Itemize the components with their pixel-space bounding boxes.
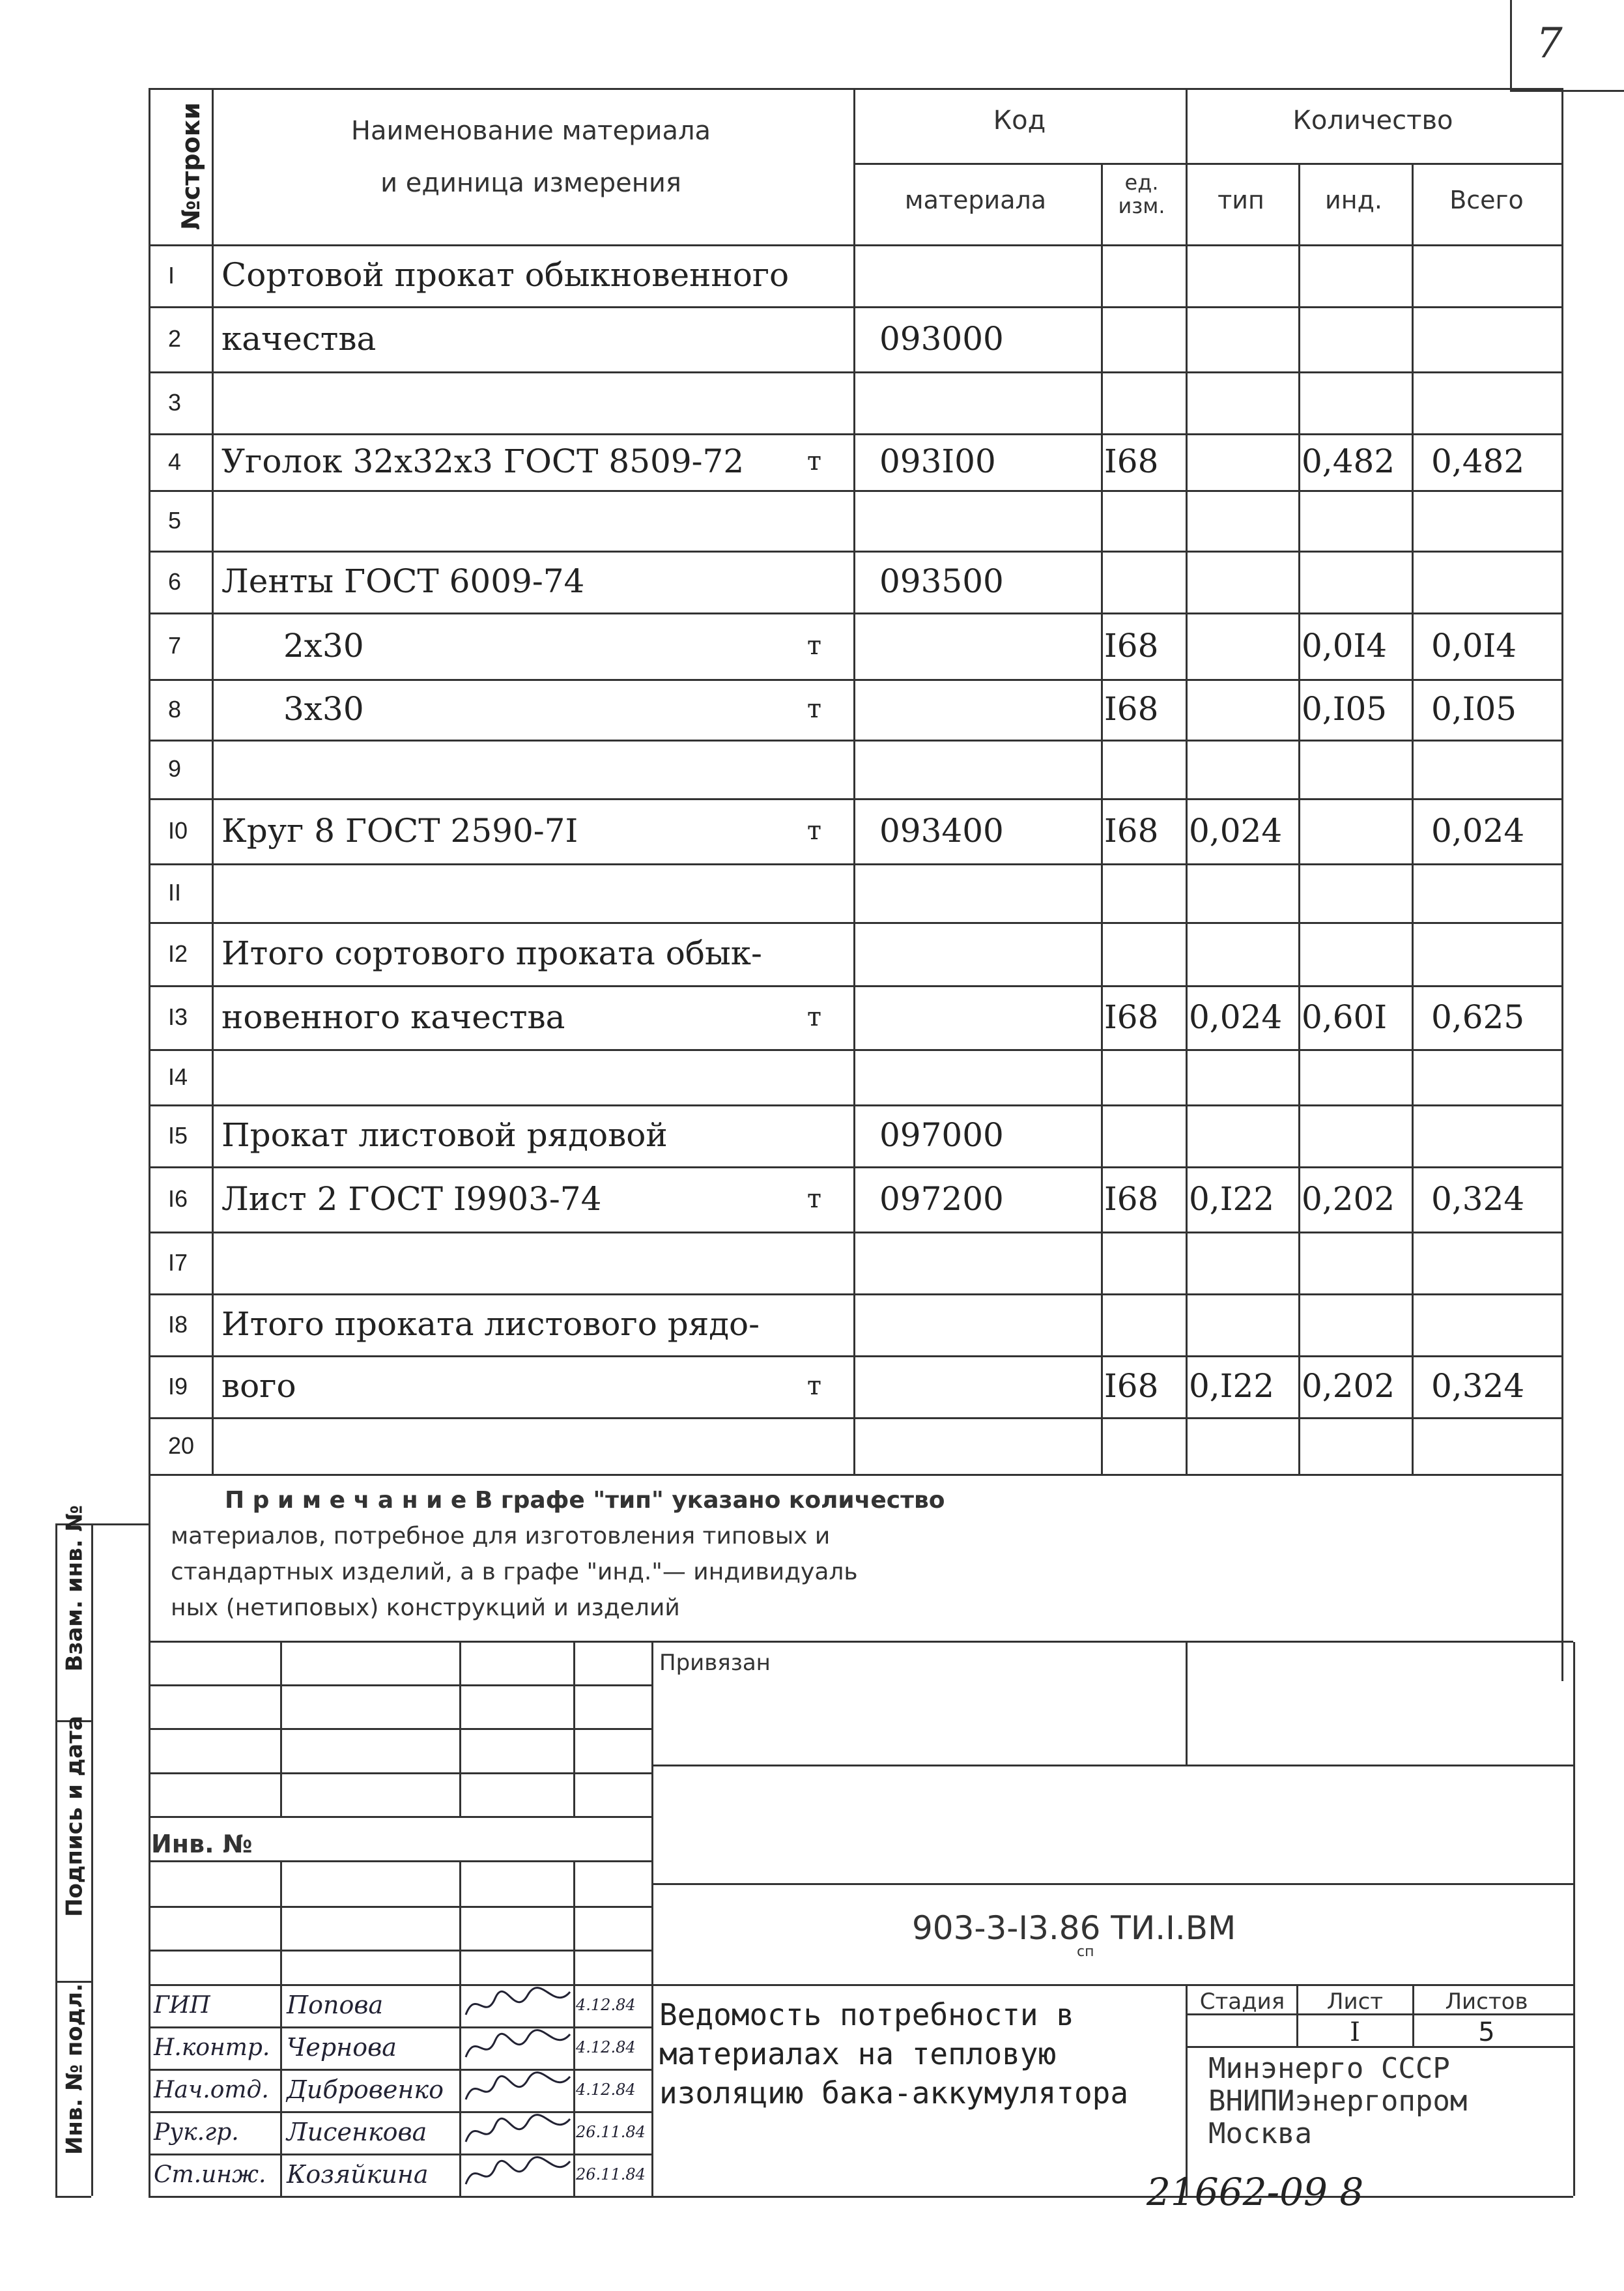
signature-icon — [463, 2070, 573, 2109]
side-column-bottom — [55, 2196, 91, 2198]
row-number: 9 — [168, 755, 182, 782]
qty-ind: 0,0I4 — [1302, 627, 1388, 665]
material-name: Сортовой прокат обыкновенного — [221, 256, 790, 294]
qty-ind: 0,60I — [1302, 998, 1388, 1036]
header-qty-total: Всего — [1449, 186, 1524, 214]
unit-code: I68 — [1104, 690, 1159, 728]
material-unit — [801, 1417, 827, 1474]
row-number: 7 — [168, 632, 182, 659]
stamp-left-row-line — [149, 1641, 651, 1643]
material-name: качества — [221, 320, 377, 358]
table-row — [0, 863, 1624, 922]
header-code-unit: ед. изм. — [1118, 170, 1165, 218]
signer-date: 26.11.84 — [576, 2165, 646, 2183]
row-number: I2 — [168, 940, 188, 967]
qty-ind: 0,202 — [1302, 1180, 1395, 1218]
material-code: 093500 — [879, 562, 1004, 600]
stamp-left-row-line — [149, 1816, 651, 1818]
unit-code: I68 — [1104, 1180, 1159, 1218]
document-title — [659, 1995, 1128, 2112]
row-number: I0 — [168, 817, 188, 844]
header-row-no: №строки — [177, 102, 205, 230]
row-number: I7 — [168, 1249, 188, 1276]
signer-name: Лисенкова — [287, 2118, 427, 2146]
qty-ind: 0,202 — [1302, 1367, 1395, 1405]
signer-date: 4.12.84 — [576, 2081, 636, 2099]
page-number: 7 — [1536, 20, 1563, 68]
table-row — [0, 244, 1624, 306]
material-unit: т — [806, 631, 822, 661]
signer-row — [0, 1984, 651, 2026]
header-mid-line — [853, 163, 1561, 165]
material-name: вого — [221, 1367, 296, 1405]
stamp-left-row-line — [149, 1772, 651, 1774]
signer-row — [0, 2026, 651, 2069]
unit-code: I68 — [1104, 812, 1159, 850]
header-code: Код — [993, 106, 1046, 136]
qty-type: 0,024 — [1189, 812, 1283, 850]
material-unit — [801, 863, 827, 922]
stage-sep-2 — [1412, 1984, 1414, 2046]
qty-total: 0,0I4 — [1431, 627, 1517, 665]
header-qty-type: тип — [1218, 186, 1264, 214]
material-unit — [801, 1293, 827, 1355]
row-number: I4 — [168, 1063, 188, 1090]
table-row — [0, 1104, 1624, 1166]
document-title-line1: Ведомость потребности в — [659, 1997, 1074, 2032]
org-line2: ВНИПИэнергопром — [1208, 2084, 1468, 2118]
table-row — [0, 551, 1624, 612]
stamp-left-col-line — [280, 1641, 282, 1816]
qty-ind: 0,I05 — [1302, 690, 1388, 728]
row-number: I — [168, 262, 175, 289]
table-row — [0, 985, 1624, 1049]
material-code: 093I00 — [879, 442, 996, 480]
side-label-inv-podl: Инв. № подл. — [61, 1983, 88, 2155]
material-unit: т — [806, 1184, 822, 1214]
row-number: 5 — [168, 507, 182, 534]
material-name: 2х30 — [283, 627, 364, 665]
document-title-line3: изоляцию бака-аккумулятора — [659, 2075, 1129, 2111]
signature-icon — [463, 2028, 573, 2067]
header-qty-ind: инд. — [1325, 186, 1382, 214]
org-line1: Минэнерго СССР — [1208, 2052, 1450, 2085]
stamp-left-col-line — [573, 1641, 575, 1816]
qty-type: 0,024 — [1189, 998, 1283, 1036]
material-unit: т — [806, 1002, 822, 1032]
row-number: 8 — [168, 696, 182, 723]
material-unit — [801, 922, 827, 985]
signer-role: Н.контр. — [154, 2034, 270, 2061]
table-row — [0, 740, 1624, 798]
signature-icon — [463, 1985, 573, 2024]
signer-role: ГИП — [154, 1992, 210, 2019]
stamp-mid-vertical — [651, 1641, 653, 2196]
material-name: Итого проката листового рядо- — [221, 1305, 760, 1343]
table-row — [0, 1417, 1624, 1474]
privyazan-label: Привязан — [659, 1650, 771, 1676]
signer-role: Рук.гр. — [154, 2119, 239, 2146]
unit-code: I68 — [1104, 998, 1159, 1036]
row-line — [149, 1474, 1561, 1476]
material-code: 093000 — [879, 320, 1004, 358]
row-number: I8 — [168, 1311, 188, 1338]
material-code: 097000 — [879, 1116, 1004, 1154]
unit-code: I68 — [1104, 1367, 1159, 1405]
document-title-line2: материалах на тепловую — [659, 2036, 1057, 2071]
table-row — [0, 1049, 1624, 1104]
qty-type: 0,I22 — [1189, 1180, 1275, 1218]
qty-total: 0,024 — [1431, 812, 1525, 850]
signer-name: Попова — [287, 1991, 384, 2019]
table-row — [0, 1355, 1624, 1417]
signer-row — [0, 2154, 651, 2196]
signer-row-line — [149, 2196, 651, 2198]
qty-total: 0,I05 — [1431, 690, 1517, 728]
page-number-underline — [1510, 90, 1624, 92]
material-unit — [801, 1049, 827, 1104]
footer-number: 21662-09 8 — [1147, 2170, 1364, 2214]
row-number: 2 — [168, 325, 182, 352]
material-name: 3х30 — [283, 690, 364, 728]
signer-date: 4.12.84 — [576, 1996, 636, 2014]
stamp-left-row-line — [149, 1906, 651, 1908]
material-code: 093400 — [879, 812, 1004, 850]
signature-icon — [463, 2112, 573, 2152]
side-label-podpis: Подпись и дата — [61, 1716, 88, 1917]
material-unit — [801, 490, 827, 551]
note-line-2: материалов, потребное для изготовления типовых и — [171, 1523, 831, 1549]
row-number: I3 — [168, 1003, 188, 1030]
inv-no-label: Инв. № — [151, 1830, 253, 1858]
row-number: 20 — [168, 1432, 195, 1459]
signer-role: Нач.отд. — [154, 2077, 269, 2103]
table-row — [0, 922, 1624, 985]
material-unit — [801, 740, 827, 798]
code-top-line — [651, 1883, 1573, 1885]
qty-total: 0,324 — [1431, 1367, 1525, 1405]
material-name: Итого сортового проката обык- — [221, 934, 762, 972]
frame-right-lower — [1573, 1642, 1575, 2196]
row-number: 4 — [168, 448, 182, 475]
material-unit — [801, 371, 827, 433]
document-code-sub: сп — [1077, 1944, 1094, 1960]
header-name-line2: и единица измерения — [380, 168, 681, 198]
sheet-label: Лист — [1326, 1989, 1384, 2015]
table-row — [0, 1166, 1624, 1232]
signer-row — [0, 2111, 651, 2154]
material-unit — [801, 306, 827, 371]
material-code: 097200 — [879, 1180, 1004, 1218]
table-row — [0, 490, 1624, 551]
row-number: II — [168, 879, 182, 906]
table-row — [0, 371, 1624, 433]
unit-code: I68 — [1104, 627, 1159, 665]
document-code — [912, 1909, 1236, 1947]
material-name: Уголок 32х32х3 ГОСТ 8509-72 — [221, 442, 745, 480]
stamp-left-col-line — [459, 1641, 461, 1816]
row-number: 3 — [168, 389, 182, 416]
table-row — [0, 1293, 1624, 1355]
title-right-vertical — [1186, 1984, 1188, 2196]
qty-total: 0,625 — [1431, 998, 1525, 1036]
stamp-left-row-line — [149, 1684, 651, 1686]
org-line3: Москва — [1208, 2117, 1312, 2150]
material-name: Ленты ГОСТ 6009-74 — [221, 562, 585, 600]
note-line-3: стандартных изделий, а в графе "инд."— индивидуаль — [171, 1559, 858, 1585]
privyazan-right-vertical — [1186, 1641, 1188, 1765]
qty-type: 0,I22 — [1189, 1367, 1275, 1405]
qty-total: 0,324 — [1431, 1180, 1525, 1218]
table-row — [0, 612, 1624, 679]
stamp-left-row-line — [149, 1860, 651, 1862]
signer-name: Чернова — [287, 2033, 397, 2062]
stage-sep-1 — [1296, 1984, 1298, 2046]
row-number: I9 — [168, 1373, 188, 1400]
signer-date: 26.11.84 — [576, 2123, 646, 2141]
header-qty: Количество — [1292, 106, 1453, 136]
signer-row — [0, 2069, 651, 2111]
material-unit: т — [806, 816, 822, 846]
row-number: I5 — [168, 1122, 188, 1149]
qty-total: 0,482 — [1431, 442, 1525, 480]
note-line-1: П р и м е ч а н и е В графе "тип" указано количество — [225, 1487, 945, 1514]
qty-ind: 0,482 — [1302, 442, 1395, 480]
table-row — [0, 433, 1624, 490]
material-unit — [801, 1232, 827, 1293]
unit-code: I68 — [1104, 442, 1159, 480]
signer-name: Дибровенко — [287, 2075, 444, 2104]
header-name-line1: Наименование материала — [350, 116, 711, 146]
document-code-text: 903-3-I3.86 ТИ.I.ВМ — [912, 1909, 1236, 1947]
stamp-left-row-line — [149, 1728, 651, 1730]
material-name: новенного качества — [221, 998, 565, 1036]
header-code-material: материала — [904, 186, 1047, 214]
page-number-divider — [1510, 0, 1512, 91]
stage-label: Стадия — [1199, 1989, 1285, 2015]
signer-role: Ст.инж. — [154, 2161, 266, 2188]
material-unit — [801, 1104, 827, 1166]
note-line-4: ных (нетиповых) конструкций и изделий — [171, 1594, 680, 1621]
material-unit: т — [806, 446, 822, 476]
signer-date: 4.12.84 — [576, 2038, 636, 2056]
sheet-value: I — [1350, 2017, 1360, 2047]
stamp-left-row-line — [149, 1950, 651, 1952]
signature-icon — [463, 2155, 573, 2194]
privyazan-bottom-line — [651, 1765, 1573, 1766]
side-connector — [91, 1523, 149, 1525]
material-name: Лист 2 ГОСТ I9903-74 — [221, 1180, 602, 1218]
table-row — [0, 679, 1624, 740]
material-name: Круг 8 ГОСТ 2590-7I — [221, 812, 578, 850]
table-row — [0, 1232, 1624, 1293]
material-name: Прокат листовой рядовой — [221, 1116, 668, 1154]
row-number: 6 — [168, 568, 182, 595]
signer-name: Козяйкина — [287, 2160, 429, 2189]
material-unit: т — [806, 1371, 822, 1401]
frame-right-upper — [1561, 1474, 1563, 1681]
material-unit: т — [806, 694, 822, 724]
organization — [1208, 2053, 1467, 2150]
material-unit — [801, 551, 827, 612]
row-number: I6 — [168, 1185, 188, 1212]
sheets-label: Листов — [1445, 1989, 1528, 2015]
material-unit — [801, 244, 827, 306]
sheets-value: 5 — [1478, 2017, 1495, 2047]
table-row — [0, 306, 1624, 371]
side-label-vzam: Взам. инв. № — [61, 1505, 88, 1672]
table-row — [0, 798, 1624, 863]
